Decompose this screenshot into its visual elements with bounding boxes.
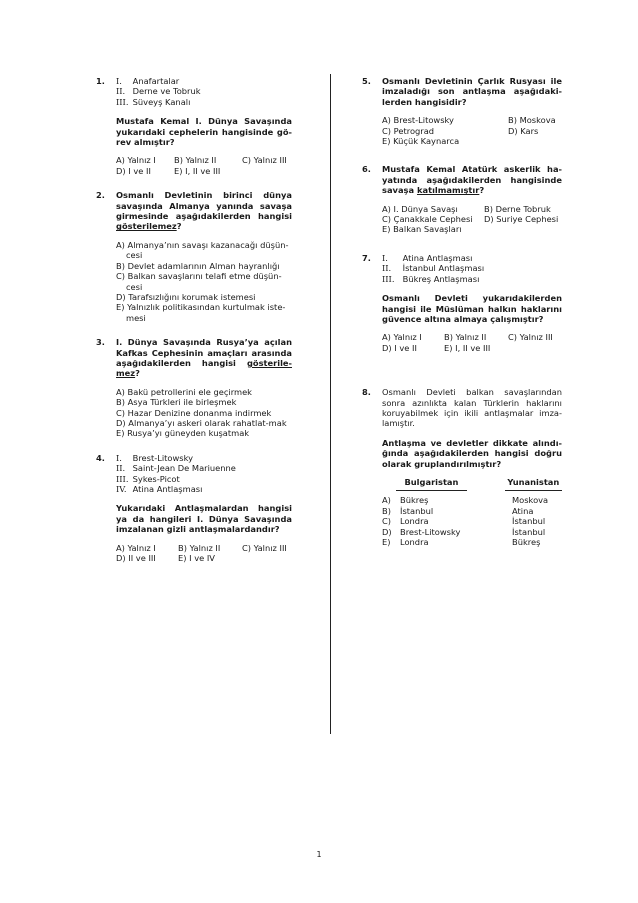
roman-item: I. Atina Antlaşması (382, 252, 473, 263)
option-e[interactable]: E) I, II ve III (444, 342, 491, 353)
option-b[interactable]: B) Yalnız II (444, 332, 487, 343)
answer-table-header (382, 477, 562, 491)
option-c[interactable]: C) Yalnız III (508, 332, 553, 343)
roman-item: III. Bükreş Antlaşması (382, 273, 480, 284)
option-c[interactable]: C) Petrograd (382, 125, 435, 136)
left-column (96, 76, 292, 563)
option-a[interactable]: A) Almanya’nın savaşı kazanacağı düşün- cesi (116, 239, 289, 261)
question-stem: Osmanlı Devletinin birinci dünya savaşında Almanya yanında savaşa girmesinde aşağıdakilerden hangisi gösterilemez? (116, 190, 292, 232)
option-c[interactable]: C) Balkan savaşlarını telafi etme düşün- cesi (116, 271, 282, 292)
roman-item: II. Derne ve Tobruk (116, 86, 201, 97)
column-header-bulgaristan: Bulgaristan (396, 477, 467, 491)
options-row (116, 543, 292, 553)
roman-item: II. İstanbul Antlaşması (382, 263, 485, 274)
option-e[interactable]: E) Londra Bükreş (382, 537, 541, 547)
option-e[interactable]: E) I ve IV (178, 553, 215, 564)
option-b[interactable]: B) Yalnız II (174, 155, 217, 166)
question-number: 6. (362, 164, 371, 175)
option-e[interactable]: E) I, II ve III (174, 165, 221, 176)
question-number: 4. (96, 452, 105, 463)
options-row (382, 204, 562, 214)
question-5 (362, 76, 562, 146)
roman-item: IV. Atina Antlaşması (116, 484, 203, 494)
question-number: 5. (362, 76, 371, 86)
question-number: 1. (96, 76, 105, 86)
options-row (382, 343, 562, 353)
option-a[interactable]: A) Brest-Litowsky (382, 115, 454, 126)
question-number: 2. (96, 190, 105, 201)
options-row (382, 332, 562, 342)
question-stem: Mustafa Kemal Atatürk askerlik ha- yatında aşağıdakilerden hangisinde savaşa katılmamıştır? (382, 164, 562, 196)
option-c[interactable]: C) Çanakkale Cephesi (382, 214, 473, 225)
column-header-yunanistan: Yunanistan (505, 477, 562, 491)
question-2 (96, 190, 292, 323)
option-c[interactable]: C) Londra İstanbul (382, 516, 546, 527)
right-column (362, 76, 562, 547)
question-number: 3. (96, 337, 105, 348)
question-stem: I. Dünya Savaşında Rusya’ya açılan Kafkas Cephesinin amaçları arasında aşağıdakilerden hangisi gösterile- mez? (116, 337, 292, 379)
question-number: 7. (362, 252, 371, 263)
question-7 (362, 253, 562, 353)
options-row (116, 553, 292, 563)
option-c[interactable]: C) Yalnız III (242, 542, 287, 553)
question-number: 8. (362, 387, 371, 398)
roman-item: II. Saint-Jean De Mariuenne (116, 463, 236, 474)
option-a[interactable]: A) Bakü petrollerini ele geçirmek (116, 386, 252, 397)
option-b[interactable]: B) İstanbul Atina (382, 505, 534, 516)
option-d[interactable]: D) Suriye Cephesi (484, 214, 559, 225)
option-b[interactable]: B) Asya Türkleri ile birleşmek (116, 397, 237, 408)
question-stem: Yukarıdaki Antlaşmalardan hangisi ya da hangileri I. Dünya Savaşında imzalanan gizli antlaşmalardandır? (116, 503, 292, 535)
option-b[interactable]: B) Devlet adamlarının Alman hayranlığı (116, 260, 280, 271)
option-d[interactable]: D) Brest-Litowsky İstanbul (382, 526, 546, 537)
question-6 (362, 164, 562, 234)
roman-item: I. Anafartalar (116, 76, 180, 86)
option-e[interactable]: E) Balkan Savaşları (382, 224, 462, 235)
option-e[interactable]: E) Rusya’yı güneyden kuşatmak (116, 428, 250, 439)
options-row (116, 155, 292, 165)
column-divider (330, 74, 331, 734)
option-a[interactable]: A) Yalnız I (382, 332, 422, 343)
options-row (382, 126, 562, 136)
roman-item: III. Süveyş Kanalı (116, 96, 191, 107)
option-d[interactable]: D) II ve III (116, 553, 156, 564)
option-e[interactable]: E) Yalnızlık politikasından kurtulmak iste- mesi (116, 302, 286, 323)
option-e[interactable]: E) Küçük Kaynarca (382, 136, 460, 147)
option-b[interactable]: B) Yalnız II (178, 542, 221, 553)
option-c[interactable]: C) Yalnız III (242, 155, 287, 166)
page-number: 1 (316, 850, 322, 859)
question-1 (96, 76, 292, 176)
option-d[interactable]: D) Almanya’yı askeri olarak rahatlat-mak (116, 417, 287, 428)
option-d[interactable]: D) I ve II (116, 165, 151, 176)
option-c[interactable]: C) Hazar Denizine donanma indirmek (116, 407, 272, 418)
option-d[interactable]: D) Kars (508, 125, 539, 136)
options-row (116, 166, 292, 176)
options-row (382, 214, 562, 224)
option-b[interactable]: B) Moskova (508, 115, 556, 126)
question-4 (96, 453, 292, 564)
option-a[interactable]: A) Yalnız I (116, 155, 156, 166)
option-a[interactable]: A) Yalnız I (116, 542, 156, 553)
roman-item: III. Sykes-Picot (116, 473, 180, 484)
option-d[interactable]: D) I ve II (382, 342, 417, 353)
question-intro: Osmanlı Devleti balkan savaşlarından sonra azınlıkta kalan Türklerin haklarını koruyabilmek için ikili antlaşmalar imza- lamıştır. (382, 387, 562, 429)
option-a[interactable]: A) Bükreş Moskova (382, 495, 549, 506)
option-b[interactable]: B) Derne Tobruk (484, 203, 551, 214)
options-row (382, 115, 562, 125)
question-stem: Mustafa Kemal I. Dünya Savaşında yukarıdaki cephelerin hangisinde gö- rev almıştır? (116, 116, 292, 148)
question-stem: Antlaşma ve devletler dikkate alındı- ğında aşağıdakilerden hangisi doğru olarak gruplandırılmıştır? (382, 437, 562, 469)
roman-item: I. Brest-Litowsky (116, 452, 194, 463)
question-stem: Osmanlı Devletinin Çarlık Rusyası ile imzaladığı son antlaşma aşağıdaki- lerden hangisidir? (382, 76, 562, 107)
question-3 (96, 337, 292, 439)
question-stem: Osmanlı Devleti yukarıdakilerden hangisi ile Müslüman halkın haklarını güvence altına almaya çalışmıştır? (382, 293, 562, 324)
option-a[interactable]: A) I. Dünya Savaşı (382, 203, 458, 214)
option-d[interactable]: D) Tarafsızlığını korumak istemesi (116, 291, 256, 302)
question-8 (362, 387, 562, 547)
